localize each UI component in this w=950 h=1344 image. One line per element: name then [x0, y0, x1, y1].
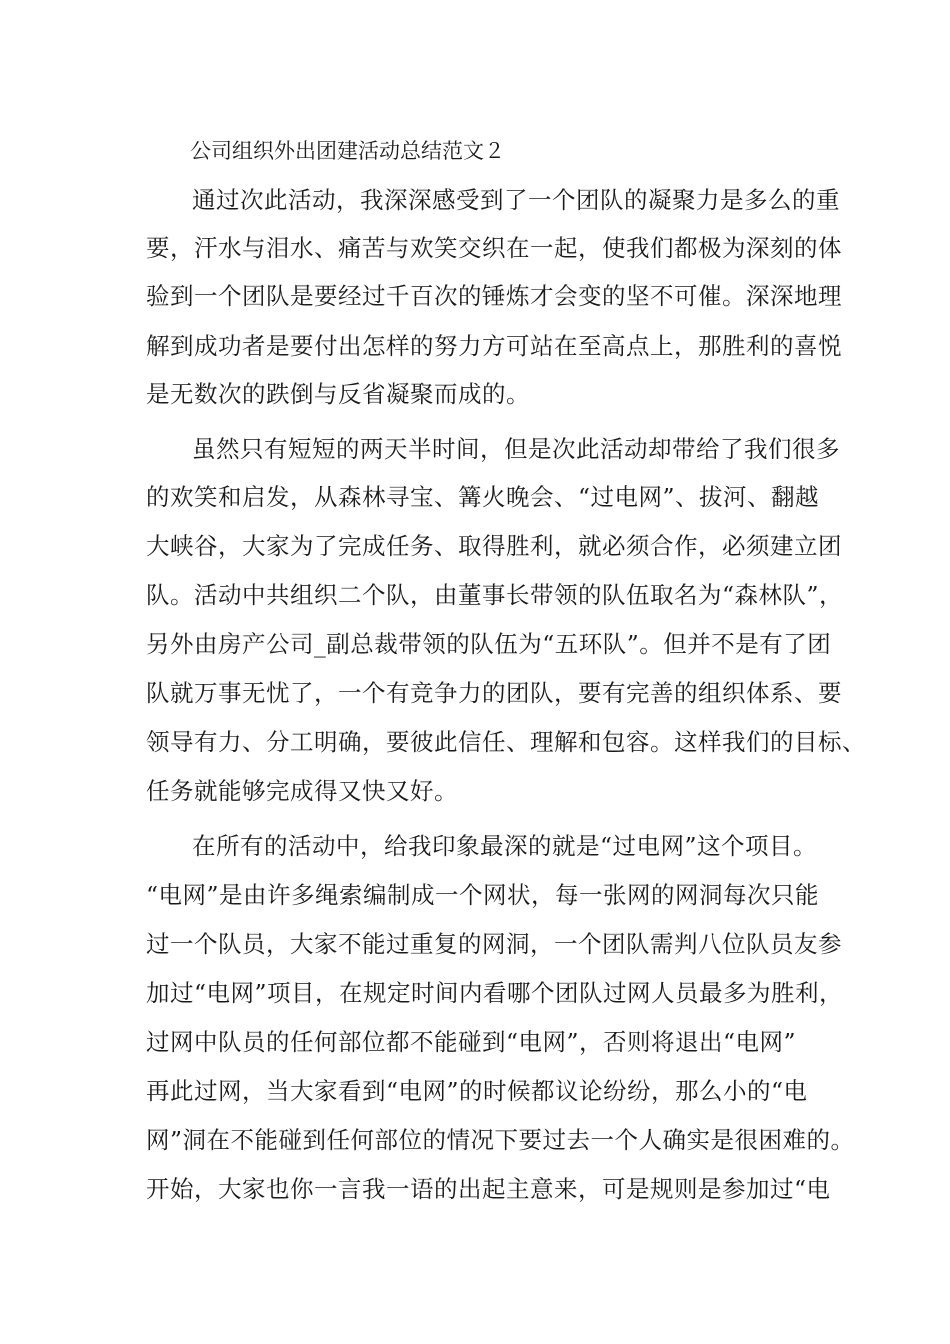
paragraph-1-line-5: 是无数次的跌倒与反省凝聚而成的。 — [146, 380, 530, 408]
paragraph-3-line-4: 加过“电网”项目，在规定时间内看哪个团队过网人员最多为胜利， — [146, 979, 844, 1007]
paragraph-1-line-2: 要，汗水与泪水、痛苦与欢笑交织在一起，使我们都极为深刻的体 — [146, 234, 842, 262]
paragraph-1-line-3: 验到一个团队是要经过千百次的锤炼才会变的坚不可催。深深地理 — [146, 282, 842, 310]
paragraph-3-line-3: 过一个队员，大家不能过重复的网洞，一个团队需判八位队员友参 — [146, 930, 842, 958]
paragraph-1-line-1: 通过次此活动，我深深感受到了一个团队的凝聚力是多么的重 — [192, 186, 840, 214]
paragraph-2-line-3: 大峡谷，大家为了完成任务、取得胜利，就必须合作，必须建立团 — [146, 532, 842, 560]
paragraph-3-line-2: “电网”是由许多绳索编制成一个网状，每一张网的网洞每次只能 — [146, 881, 820, 909]
paragraph-2-line-6: 队就万事无忧了，一个有竞争力的团队，要有完善的组织体系、要 — [146, 679, 842, 707]
paragraph-1-line-4: 解到成功者是要付出怎样的努力方可站在至高点上，那胜利的喜悦 — [146, 332, 842, 360]
paragraph-2-line-4: 队。活动中共组织二个队，由董事长带领的队伍取名为“森林队”， — [146, 581, 844, 609]
paragraph-3-line-1: 在所有的活动中，给我印象最深的就是“过电网”这个项目。 — [192, 832, 818, 860]
document-title: 公司组织外出团建活动总结范文２ — [190, 139, 505, 163]
paragraph-3-line-7: 网”洞在不能碰到任何部位的情况下要过去一个人确实是很困难的。 — [146, 1126, 855, 1154]
paragraph-3-line-5: 过网中队员的任何部位都不能碰到“电网”，否则将退出“电网” — [146, 1028, 797, 1056]
paragraph-2-line-5: 另外由房产公司_副总裁带领的队伍为“五环队”。但并不是有了团 — [146, 630, 832, 658]
paragraph-2-line-1: 虽然只有短短的两天半时间，但是次此活动却带给了我们很多 — [192, 435, 840, 463]
paragraph-2-line-7: 领导有力、分工明确，要彼此信任、理解和包容。这样我们的目标、 — [146, 728, 866, 756]
paragraph-2-line-8: 任务就能够完成得又快又好。 — [146, 777, 458, 805]
paragraph-3-line-8: 开始，大家也你一言我一语的出起主意来，可是规则是参加过“电 — [146, 1175, 831, 1203]
paragraph-2-line-2: 的欢笑和启发，从森林寻宝、篝火晚会、“过电网”、拔河、翻越 — [146, 483, 820, 511]
paragraph-3-line-6: 再此过网，当大家看到“电网”的时候都议论纷纷，那么小的“电 — [146, 1077, 808, 1105]
